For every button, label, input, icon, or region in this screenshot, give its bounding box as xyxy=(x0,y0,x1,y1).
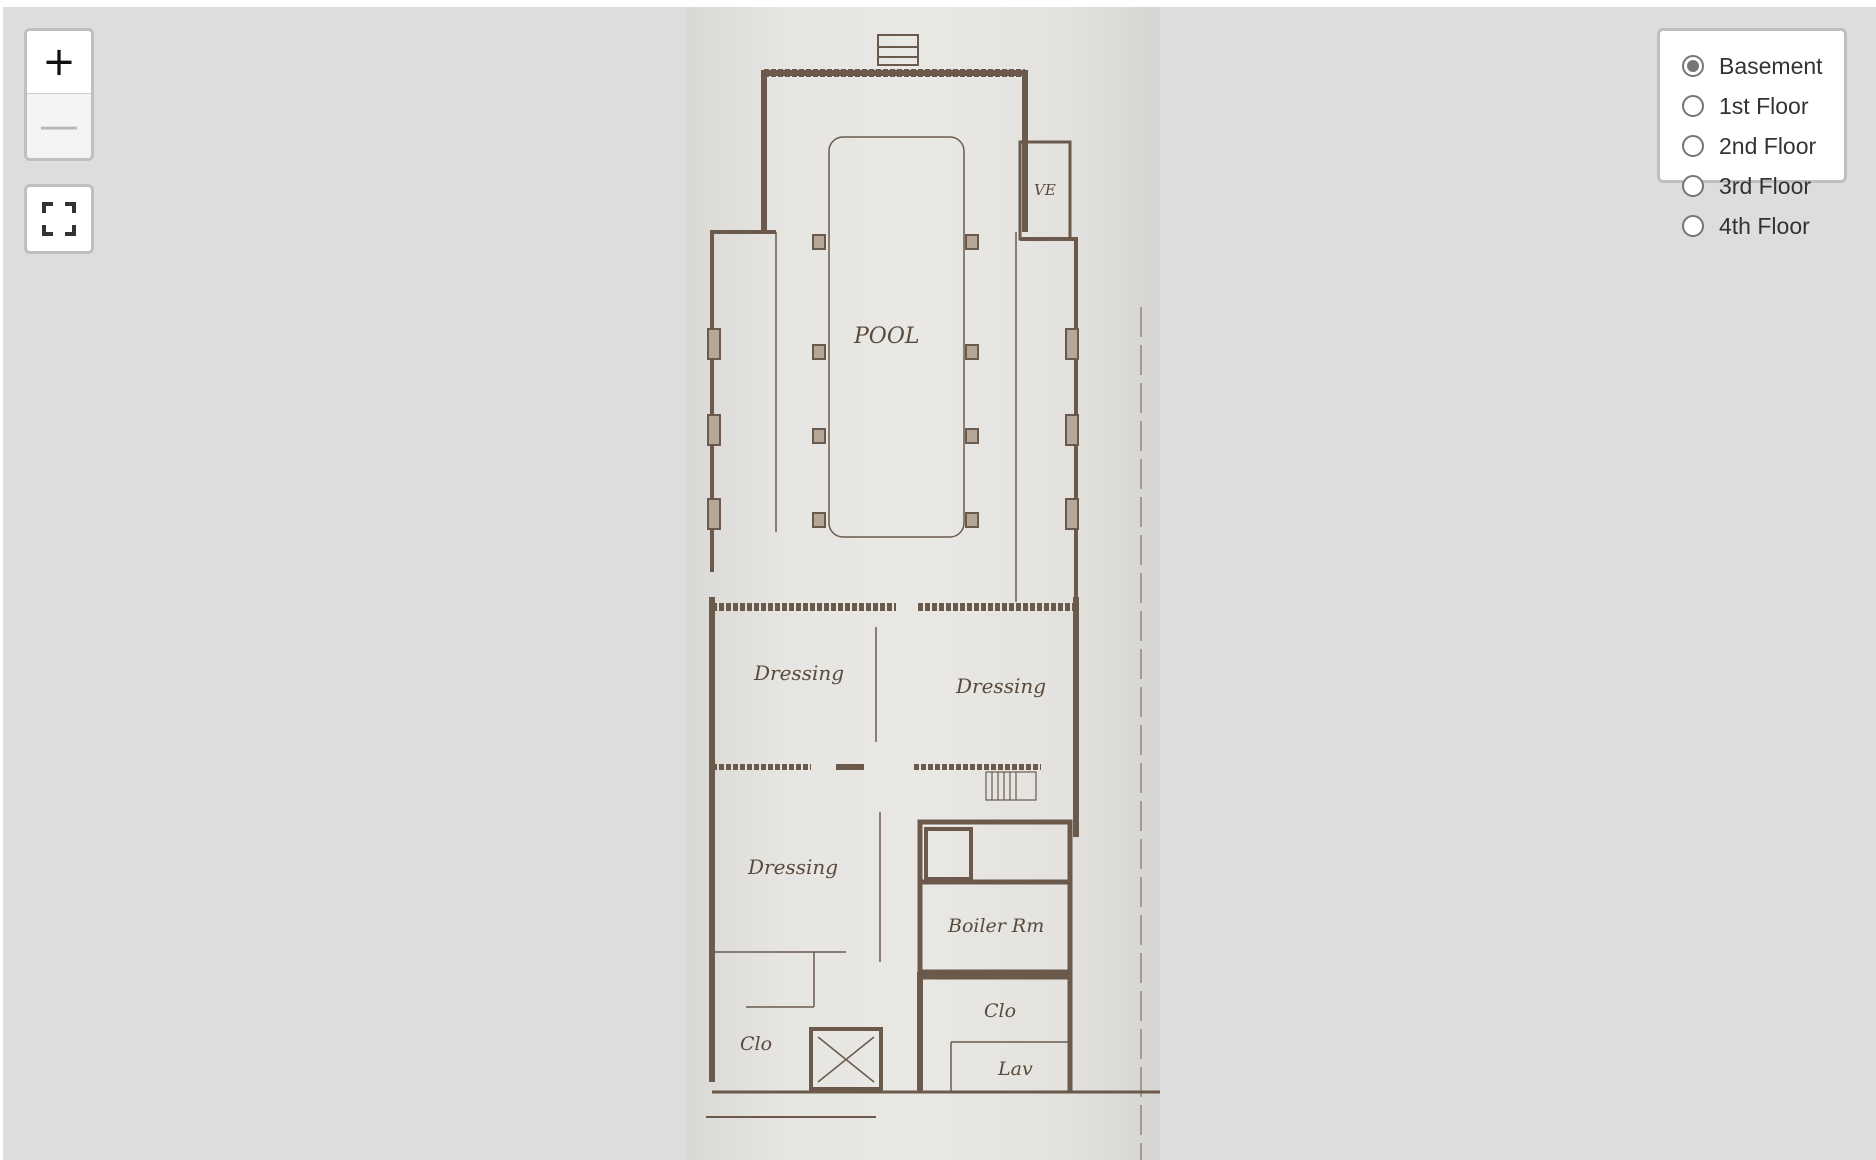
layer-option-1st-floor[interactable] xyxy=(1682,86,1844,126)
layer-option-4th-floor[interactable] xyxy=(1682,206,1844,246)
layer-label-3rd-floor: 3rd Floor xyxy=(1719,172,1812,199)
label-closet-right: Clo xyxy=(984,1000,1017,1022)
label-closet-left: Clo xyxy=(740,1033,773,1055)
label-lavatory: Lav xyxy=(998,1058,1033,1080)
radio-3rd-floor[interactable] xyxy=(1682,175,1704,197)
layer-label-1st-floor: 1st Floor xyxy=(1719,92,1809,119)
layer-option-basement[interactable] xyxy=(1682,46,1844,86)
layer-label-4th-floor: 4th Floor xyxy=(1719,212,1810,239)
floor-layer-switcher xyxy=(1657,28,1847,239)
radio-1st-floor[interactable] xyxy=(1682,95,1704,117)
zoom-out-button[interactable]: — xyxy=(27,93,91,158)
layer-option-2nd-floor[interactable] xyxy=(1682,126,1844,166)
layer-label-2nd-floor: 2nd Floor xyxy=(1719,132,1817,159)
label-boiler-room: Boiler Rm xyxy=(948,915,1045,937)
radio-2nd-floor[interactable] xyxy=(1682,135,1704,157)
pool-hall-wall xyxy=(764,73,1025,232)
map-viewport[interactable] xyxy=(3,7,1876,1160)
layer-option-3rd-floor[interactable] xyxy=(1682,166,1844,206)
top-stair xyxy=(878,35,918,65)
label-dressing-right: Dressing xyxy=(956,674,1047,698)
floorplan-drawing xyxy=(686,7,1160,1160)
zoom-control xyxy=(24,28,94,161)
zoom-in-button[interactable]: + xyxy=(27,31,91,93)
layer-label-basement: Basement xyxy=(1719,52,1823,79)
radio-4th-floor[interactable] xyxy=(1682,215,1704,237)
fullscreen-icon xyxy=(42,202,76,236)
label-dressing-left: Dressing xyxy=(754,661,845,685)
floorplan-image xyxy=(686,7,1160,1160)
radio-basement[interactable] xyxy=(1682,55,1704,77)
label-elevator: VE xyxy=(1034,181,1056,199)
label-pool: POOL xyxy=(854,324,920,349)
label-dressing-lower: Dressing xyxy=(748,855,839,879)
boiler-room-walls xyxy=(920,822,1070,972)
fullscreen-button[interactable] xyxy=(24,184,94,254)
